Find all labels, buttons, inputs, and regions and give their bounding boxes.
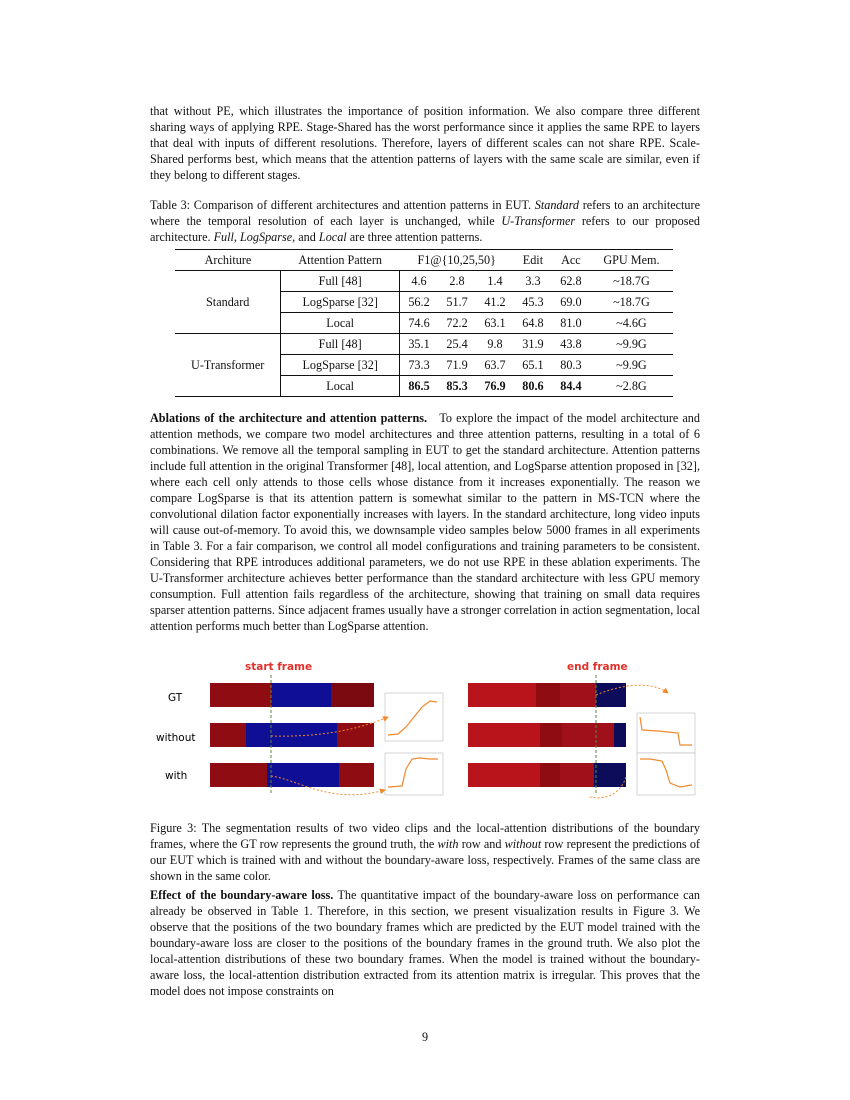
header-acc: Acc xyxy=(552,250,590,271)
cell-value: 4.6 xyxy=(411,273,427,288)
right-attention-plot-with xyxy=(637,753,695,795)
cell-value: 73.3 xyxy=(399,355,438,376)
row-arch-standard: Standard xyxy=(206,294,250,309)
cell-value: ~9.9G xyxy=(590,355,673,376)
right-gt-bar xyxy=(468,683,626,707)
cell-value: 9.8 xyxy=(476,334,514,355)
cell-value: 71.9 xyxy=(438,355,476,376)
cell-value: 63.7 xyxy=(476,355,514,376)
cell-value: 86.5 xyxy=(399,376,438,397)
cell-value: 35.1 xyxy=(399,334,438,355)
cell-value: 31.9 xyxy=(514,334,552,355)
cell-value: 76.9 xyxy=(476,376,514,397)
ablation-body: To explore the impact of the model architecture and attention methods, we compare two model architectures and three attention patterns, resulting in a total of 6 combinations. We remove all the temporal sampling in EUT to get the standard architecture. Attention patterns include full attention in the original Transformer [48], local attention, and LogSparse attention proposed in [32], where each cell only attends to those cells whose distance from it increases exponentially. The reason we compare LogSparse is that its attention pattern is somewhat similar to the pattern in MS-TCN where the convolutional dilation factor exponentially increases with layers. In the standard architecture, long video inputs will cause out-of-memory. To avoid this, we downsample video samples below 5000 frames in all experiments in Table 3. For a fair comparison, we control all model configurations and training parameters to be consistent. Considering that RPE introduces additional parameters, we do not use RPE in these ablation experiments. The U-Transformer architecture achieves better performance than the standard architecture with less GPU memory consumption. Full attention fails regardless of the architecture, showing that training on small data requires sparser attention patterns. Since adjacent frames usually have a stronger correlation in action segmentation, local attention performs much better than LogSparse attention. xyxy=(150,411,700,633)
cell-value: ~9.9G xyxy=(590,334,673,355)
cell-pattern: LogSparse [32] xyxy=(281,292,400,313)
cell-value: 64.8 xyxy=(514,313,552,334)
cell-pattern: Local xyxy=(281,376,400,397)
cell-value: 62.8 xyxy=(560,273,582,288)
cell-pattern: Local xyxy=(281,313,400,334)
cell-value: 45.3 xyxy=(514,292,552,313)
header-architure: Architure xyxy=(175,250,281,271)
left-with-bar xyxy=(210,763,374,787)
cell-pattern: Full [48] xyxy=(281,271,400,292)
table-row xyxy=(175,334,673,355)
cell-pattern: Full [48] xyxy=(281,334,400,355)
left-attention-plot-gt xyxy=(385,693,443,741)
table3-header-row xyxy=(175,250,673,271)
boundary-body: The quantitative impact of the boundary-aware loss on performance can already be observed in Table 1. Therefore, in this section, we present visualization results in Figure 3. We observe that the positions of the two boundary frames which are predicted by the EUT model trained with the boundary-aware loss are closer to the positions of the boundary frames in the ground truth. We also plot the local-attention distributions of these two boundary frames. When the model is trained without the boundary-aware loss, the local-attention distribution extracted from its attention matrix is irregular. This proves that the model does not impose constraints on xyxy=(150,888,701,998)
cell-value: 72.2 xyxy=(438,313,476,334)
table-row xyxy=(175,271,673,292)
figure3 xyxy=(150,655,700,805)
left-gt-bar xyxy=(210,683,374,707)
cell-value: 41.2 xyxy=(476,292,514,313)
cell-value: 80.3 xyxy=(552,355,590,376)
figure3-caption: Figure 3: The segmentation results of two video clips and the local-attention distributions of the boundary frames, where the GT row represents the ground truth, the with row and without row represent the predictions of our EUT which is trained with and without the boundary-aware loss, respectively. Frames of the same class are shown in the same color. xyxy=(150,821,700,883)
end-frame-label: end frame xyxy=(567,661,628,673)
cell-value: 43.8 xyxy=(552,334,590,355)
cell-value: 74.6 xyxy=(399,313,438,334)
header-f1: F1@{10,25,50} xyxy=(399,250,514,271)
cell-value: 56.2 xyxy=(399,292,438,313)
right-attention-plot-without xyxy=(637,713,695,753)
cell-value: ~18.7G xyxy=(590,292,673,313)
boundary-heading: Effect of the boundary-aware loss. xyxy=(150,888,334,902)
cell-value: 81.0 xyxy=(552,313,590,334)
cell-value: 85.3 xyxy=(438,376,476,397)
cell-value: 65.1 xyxy=(514,355,552,376)
cell-value: ~2.8G xyxy=(590,376,673,397)
header-edit: Edit xyxy=(514,250,552,271)
ablation-paragraph xyxy=(150,410,700,634)
table3 xyxy=(175,249,673,397)
ablation-heading: Ablations of the architecture and attention patterns. xyxy=(150,411,428,425)
right-with-bar xyxy=(468,763,626,787)
header-attention-pattern: Attention Pattern xyxy=(281,250,400,271)
row-label-with: with xyxy=(165,770,188,782)
cell-value: 80.6 xyxy=(514,376,552,397)
left-attention-plot-with xyxy=(385,753,443,795)
row-label-without: without xyxy=(156,732,196,744)
cell-value: 2.8 xyxy=(449,273,465,288)
table3-caption: Table 3: Comparison of different architectures and attention patterns in EUT. Standard refers to an architecture where the temporal resolution of each layer is unchanged, while U-Transformer refers to our proposed architecture. Full, LogSparse, and Local are three attention patterns. xyxy=(150,198,700,244)
cell-value: 51.7 xyxy=(438,292,476,313)
page-number: 9 xyxy=(421,1030,429,1044)
cell-value: 63.1 xyxy=(476,313,514,334)
header-gpu-mem: GPU Mem. xyxy=(590,250,673,271)
cell-pattern: LogSparse [32] xyxy=(281,355,400,376)
row-label-gt: GT xyxy=(168,692,183,704)
cell-value: 69.0 xyxy=(552,292,590,313)
left-without-bar xyxy=(210,723,374,747)
paragraph-top: that without PE, which illustrates the importance of position information. We also compare three different sharing ways of applying RPE. Stage-Shared has the worst performance since it applies the same RPE to layers that deal with inputs of different resolutions. Therefore, layers of different scales can not share RPE. Scale-Shared performs best, which means that the attention patterns of layers with the same scale are similar, even if they belong to different stages. xyxy=(150,104,700,182)
cell-value: 25.4 xyxy=(438,334,476,355)
start-frame-label: start frame xyxy=(245,661,313,673)
cell-value: 3.3 xyxy=(525,273,541,288)
cell-value: 84.4 xyxy=(552,376,590,397)
boundary-paragraph xyxy=(150,887,700,999)
row-arch-u-transformer: U-Transformer xyxy=(175,334,281,397)
cell-value: ~4.6G xyxy=(590,313,673,334)
cell-value: 1.4 xyxy=(487,273,503,288)
right-without-bar xyxy=(468,723,626,747)
cell-value: ~18.7G xyxy=(613,273,650,288)
